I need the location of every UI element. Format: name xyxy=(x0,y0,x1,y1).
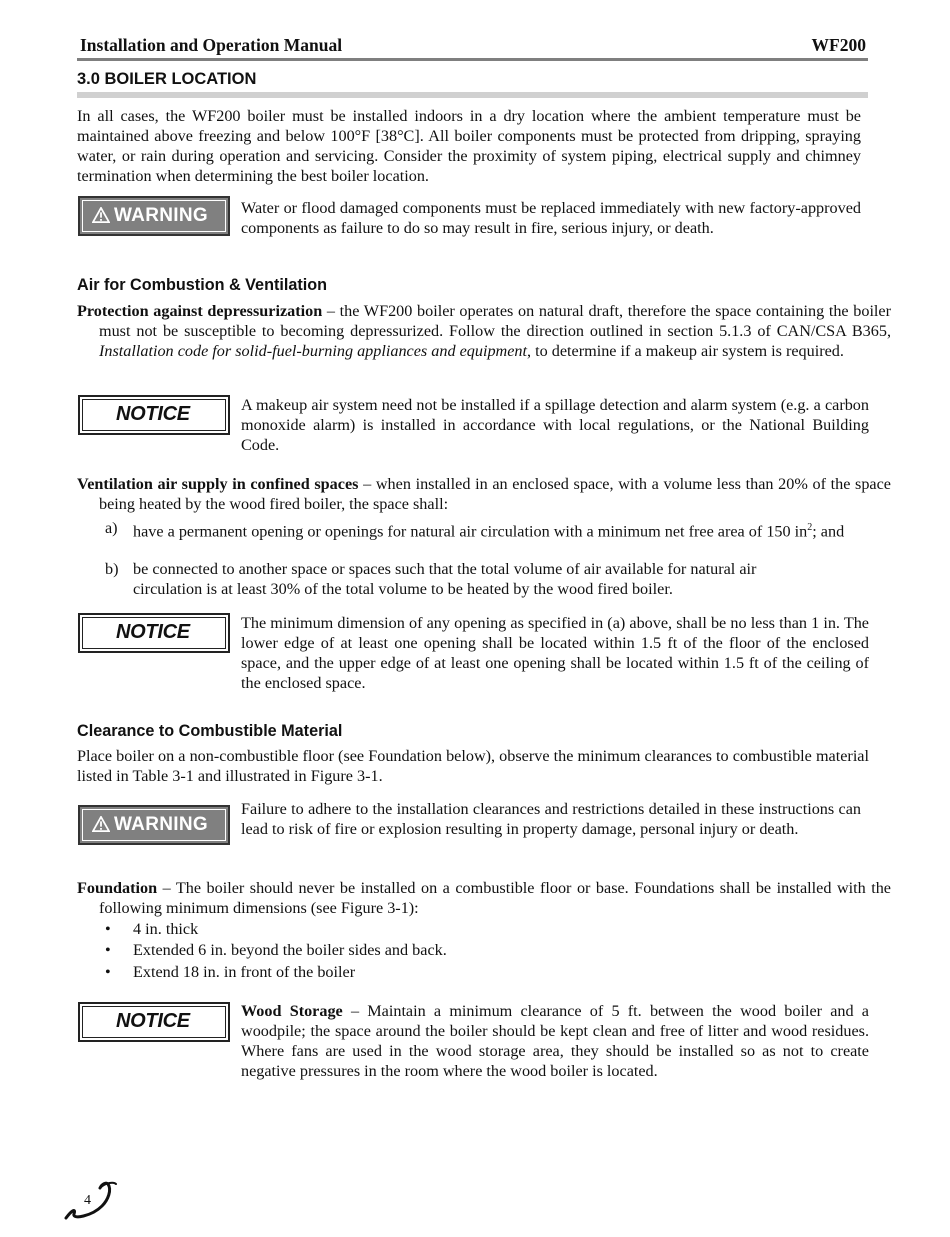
ventilation-paragraph xyxy=(77,474,891,514)
notice-text: A makeup air system need not be installed if a spillage detection and alarm system (e.g. a carbon monoxide alarm) is installed in accordance with local regulations, or the National Building Code. xyxy=(241,396,869,455)
notice-badge xyxy=(78,1002,230,1042)
warning-text: Failure to adhere to the installation clearances and restrictions detailed in these instructions can lead to risk of fire or explosion resulting in property damage, personal injury or death. xyxy=(241,800,861,839)
depressurization-paragraph xyxy=(77,301,891,361)
air-heading: Air for Combustion & Ventilation xyxy=(77,276,328,294)
warning-triangle-icon xyxy=(92,816,110,832)
list-text xyxy=(133,518,870,541)
manual-title: Installation and Operation Manual xyxy=(80,35,343,55)
notice-label: NOTICE xyxy=(116,621,190,643)
foundation-text: – The boiler should never be installed on a combustible floor or base. Foundations shall be installed with the following minimum dimensions (see Figure 3-1): xyxy=(99,879,891,918)
section-heading: 3.0 BOILER LOCATION xyxy=(77,70,257,88)
page-number: 4 xyxy=(84,1193,91,1208)
notice-label: NOTICE xyxy=(116,403,190,425)
wood-storage-lead: Wood Storage xyxy=(241,1002,343,1020)
warning-label: WARNING xyxy=(114,205,208,226)
notice-badge xyxy=(78,613,230,653)
bullet-marker: • xyxy=(105,963,111,981)
clearance-paragraph: Place boiler on a non-combustible floor (see Foundation below), observe the minimum clearances to combustible material listed in Table 3-1 and illustrated in Figure 3-1. xyxy=(77,747,869,786)
wood-storage-text: – Maintain a minimum clearance of 5 ft. between the wood boiler and a woodpile; the space around the boiler should be kept clean and free of litter and wood residues. Where fans are used in the wood storage area, they should be installed so as not to create negative pressures in the room where the wood boiler is located. xyxy=(241,1002,869,1081)
bullet-marker: • xyxy=(105,920,111,938)
ventilation-text: – when installed in an enclosed space, with a volume less than 20% of the space being heated by the wood fired boiler, the space shall: xyxy=(99,475,891,514)
foundation-lead: Foundation xyxy=(77,879,158,897)
list-marker: a) xyxy=(105,519,118,537)
warning-label: WARNING xyxy=(114,814,208,835)
superscript: 2 xyxy=(807,522,813,533)
bullet-text: Extend 18 in. in front of the boiler xyxy=(133,963,356,981)
section-rule xyxy=(77,92,868,98)
foundation-paragraph xyxy=(77,878,891,918)
ventilation-lead: Ventilation air supply in confined spaces xyxy=(77,475,359,493)
warning-text: Water or flood damaged components must be replaced immediately with new factory-approved components as failure to do so may result in fire, serious injury, or death. xyxy=(241,199,861,238)
clearance-heading: Clearance to Combustible Material xyxy=(77,722,343,740)
notice-label: NOTICE xyxy=(116,1010,190,1032)
code-title: Installation code for solid-fuel-burning appliances and equipment xyxy=(99,342,528,361)
depressurization-text-end: , to determine if a makeup air system is required. xyxy=(527,342,844,361)
list-marker: b) xyxy=(105,560,119,578)
list-text-part: have a permanent opening or openings for natural air circulation with a minimum net free area of 150 in xyxy=(133,522,808,541)
header-rule xyxy=(77,58,868,61)
notice-text: The minimum dimension of any opening as specified in (a) above, shall be no less than 1 in. The lower edge of at least one opening shall be located within 1.5 ft of the floor of the enclosed space, and the upper edge of at least one opening shall be located within 1.5 ft of the ceiling of the enclosed space. xyxy=(241,614,869,693)
list-text: be connected to another space or spaces such that the total volume of air available for natural air circulation is at least 30% of the total volume to be heated by the wood fired boiler. xyxy=(133,560,757,599)
intro-paragraph: In all cases, the WF200 boiler must be installed indoors in a dry location where the ambient temperature must be maintained above freezing and below 100°F [38°C]. All boiler components must be protected from dripping, spraying water, or rain during operation and servicing. Consider the proximity of system piping, electrical supply and chimney termination when determining the best boiler location. xyxy=(77,107,861,186)
warning-badge xyxy=(78,805,230,845)
warning-triangle-icon xyxy=(92,207,110,223)
model-name: WF200 xyxy=(811,35,866,55)
warning-badge xyxy=(78,196,230,236)
depressurization-text: – the WF200 boiler operates on natural draft, therefore the space containing the boiler must not be susceptible to becoming depressurized. Follow the direction outlined in section 5.1.3 of CAN/CSA B365, xyxy=(99,302,892,341)
notice-badge xyxy=(78,395,230,435)
list-text-part: ; and xyxy=(812,522,845,541)
wood-storage-paragraph xyxy=(241,1001,869,1081)
bullet-text: 4 in. thick xyxy=(133,920,199,938)
depressurization-lead: Protection against depressurization xyxy=(77,302,323,320)
bullet-marker: • xyxy=(105,941,111,959)
bullet-text: Extended 6 in. beyond the boiler sides and back. xyxy=(133,941,447,959)
